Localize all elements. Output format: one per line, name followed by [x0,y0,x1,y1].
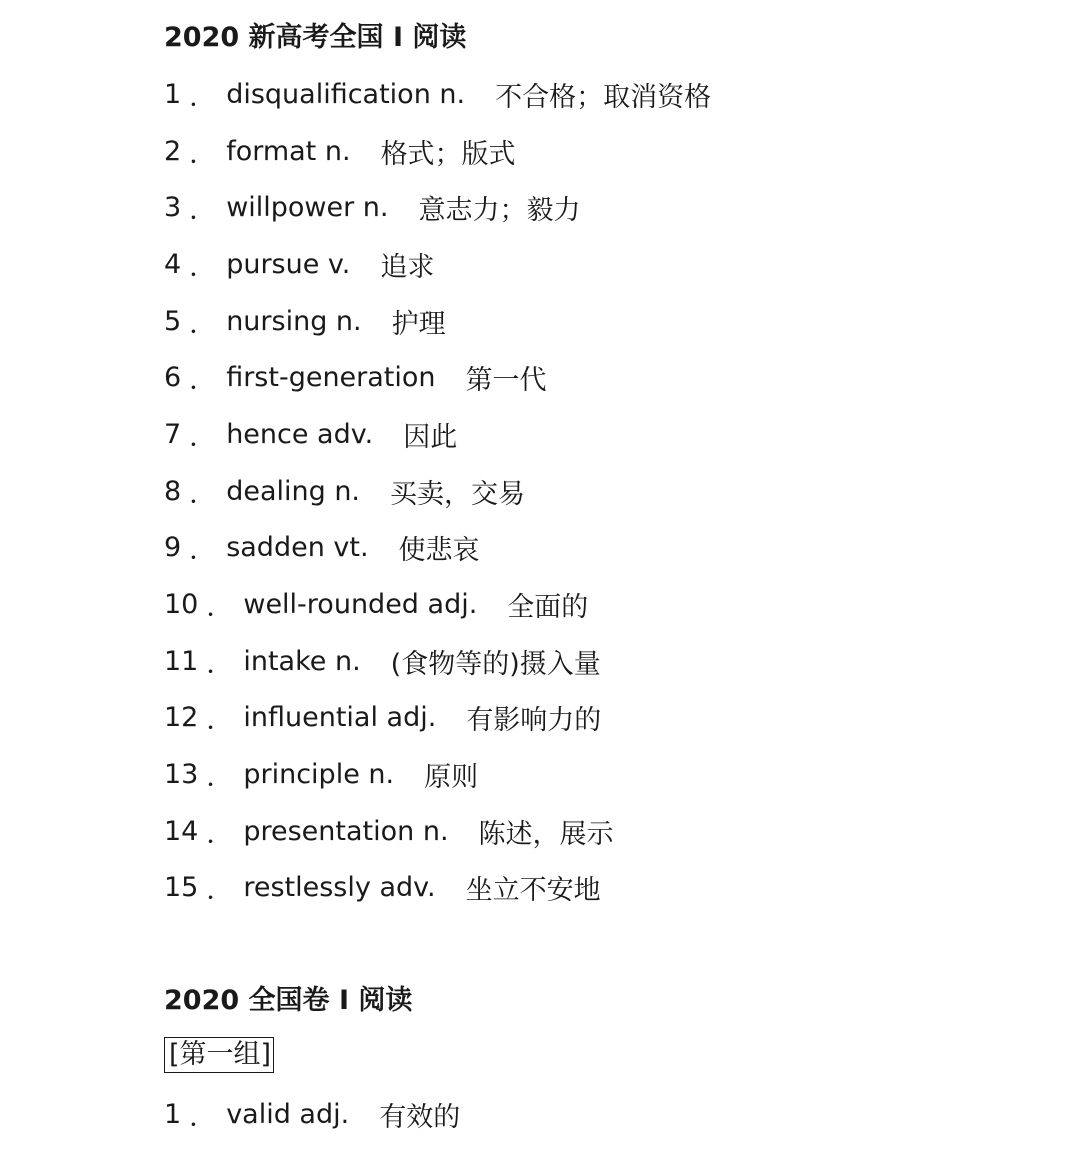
vocab-item [164,746,711,803]
vocab-separator: ． [206,818,234,850]
vocab-separator: ． [189,251,217,283]
vocab-item [164,803,711,860]
vocab-number: 4 [164,248,182,280]
vocab-separator: ． [206,875,234,907]
vocab-item [164,520,711,577]
vocab-item [164,690,711,747]
vocab-item [164,463,711,520]
vocab-separator: ． [189,421,217,453]
vocab-number: 7 [164,418,182,450]
vocab-gloss: 因此 [403,421,458,453]
vocab-word: nursing n. [226,305,362,337]
vocab-separator: ． [189,195,217,227]
vocab-word: restlessly adv. [243,872,436,904]
vocab-item [164,236,711,293]
vocab-gloss: 全面的 [507,592,589,624]
vocab-number: 5 [164,305,182,337]
vocab-number: 1 [164,1098,182,1130]
vocab-separator: ． [206,705,234,737]
vocab-separator: ． [189,365,217,397]
vocab-gloss: (食物等的)摄入量 [390,648,601,680]
vocab-item [164,576,711,633]
vocab-number: 10 [164,589,199,621]
vocab-gloss: 第一代 [465,365,547,397]
vocab-separator: ． [206,648,234,680]
vocab-number: 12 [164,702,199,734]
vocab-gloss: 格式；版式 [380,138,516,170]
vocab-gloss: 陈述，展示 [478,818,614,850]
vocab-separator: ． [206,762,234,794]
vocab-separator: ． [189,308,217,340]
vocab-number: 8 [164,475,182,507]
vocab-item [164,123,711,180]
vocab-gloss: 有效的 [379,1101,461,1133]
vocab-word: well-rounded adj. [243,589,478,621]
vocab-number: 1 [164,78,182,110]
vocab-number: 15 [164,872,199,904]
vocab-word: dealing n. [226,475,361,507]
vocab-gloss: 原则 [424,762,479,794]
vocab-word: influential adj. [243,702,437,734]
vocab-word: first-generation [226,362,436,394]
vocab-separator: ． [189,138,217,170]
vocab-item [164,66,711,123]
vocab-separator: ． [189,1101,217,1133]
vocab-gloss: 追求 [380,251,435,283]
vocab-word: intake n. [243,645,361,677]
vocab-separator: ． [189,81,217,113]
vocab-separator: ． [189,478,217,510]
vocab-word: valid adj. [226,1098,350,1130]
vocab-word: hence adv. [226,418,374,450]
vocab-item [164,633,711,690]
vocab-gloss: 不合格；取消资格 [495,81,712,113]
vocab-item [164,179,711,236]
section-title-new-gaokao: 2020 新高考全国 I 阅读 [164,22,467,53]
vocab-list-new-gaokao [164,66,711,916]
vocab-item [164,349,711,406]
group-label-boxed: [第一组] [164,1037,274,1073]
vocab-gloss: 买卖，交易 [390,478,526,510]
vocab-word: format n. [226,135,351,167]
vocab-number: 13 [164,759,199,791]
vocab-item [164,860,711,917]
vocab-item [164,406,711,463]
vocab-gloss: 护理 [391,308,446,340]
vocab-list-national-paper [164,1086,460,1143]
vocab-word: pursue v. [226,248,351,280]
vocab-number: 6 [164,362,182,394]
vocab-gloss: 意志力；毅力 [418,195,581,227]
vocab-word: disqualification n. [226,78,466,110]
vocab-word: principle n. [243,759,395,791]
vocab-number: 11 [164,645,199,677]
vocab-gloss: 坐立不安地 [465,875,601,907]
vocab-separator: ． [206,592,234,624]
vocab-word: sadden vt. [226,532,369,564]
vocab-number: 14 [164,815,199,847]
vocab-gloss: 有影响力的 [466,705,602,737]
section-title-national-paper: 2020 全国卷 I 阅读 [164,985,413,1016]
vocab-gloss: 使悲哀 [398,535,480,567]
vocab-number: 3 [164,192,182,224]
vocab-item [164,293,711,350]
vocab-separator: ． [189,535,217,567]
vocab-item [164,1086,460,1143]
vocab-word: willpower n. [226,192,389,224]
vocab-word: presentation n. [243,815,449,847]
vocab-number: 9 [164,532,182,564]
vocab-number: 2 [164,135,182,167]
